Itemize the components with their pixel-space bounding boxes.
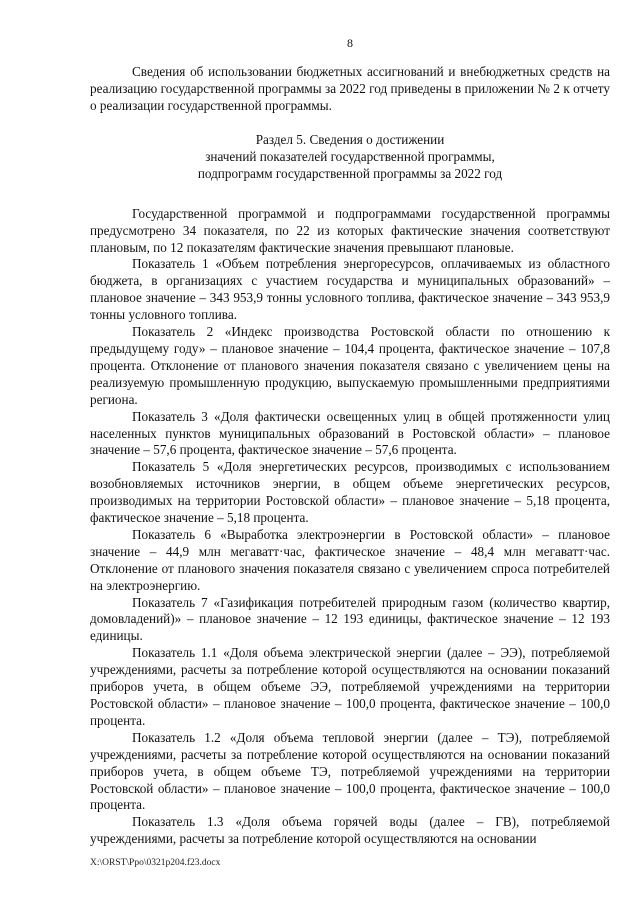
body-paragraph-indicator-7: Показатель 7 «Газификация потребителей природным газом (количество квартир, домовладений)» – плановое значение – 12 193 единицы, фактическое значение – 12 193 единицы.	[90, 594, 610, 644]
body-paragraph-indicator-5: Показатель 5 «Доля энергетических ресурсов, производимых с использованием возобновляемых источников энергии, в общем объеме энергетических ресурсов, производимых на территории Ростовской области» – плановое значение – 5,18 процента, фактическое значение – 5,18 процента.	[90, 459, 610, 526]
body-paragraph-indicator-1: Показатель 1 «Объем потребления энергоресурсов, оплачиваемых из областного бюджета, в организациях с участием государства и муниципальных образований» – плановое значение – 343 953,9 тонны условного топлива, фактическое значение – 343 953,9 тонны условного топлива.	[90, 256, 610, 323]
intro-paragraph: Сведения об использовании бюджетных ассигнований и внебюджетных средств на реализацию государственной программы за 2022 год приведены в приложении № 2 к отчету о реализации государственной программы.	[90, 64, 610, 113]
body-paragraph-indicator-1-1: Показатель 1.1 «Доля объема электрической энергии (далее – ЭЭ), потребляемой учреждениями, расчеты за потребление которой осуществляются на основании показаний приборов учета, в общем объеме ЭЭ, потребляемой учреждениями на территории Ростовской области» – плановое значение – 100,0 процента, фактическое значение – 100,0 процента.	[90, 645, 610, 728]
document-page	[90, 36, 610, 848]
body-paragraph-indicator-1-2: Показатель 1.2 «Доля объема тепловой энергии (далее – ТЭ), потребляемой учреждениями, расчеты за потребление которой осуществляются на основании показаний приборов учета, в общем объеме ТЭ, потребляемой учреждениями на территории Ростовской области» – плановое значение – 100,0 процента, фактическое значение – 100,0 процента.	[90, 729, 610, 813]
body-paragraph-indicator-6: Показатель 6 «Выработка электроэнергии в Ростовской области» – плановое значение – 44,9 млн мегаватт·час, фактическое значение – 48,4 млн мегаватт·час. Отклонение от планового значения показателя связано с увеличением спроса потребителей на электроэнергию.	[90, 526, 610, 593]
section-heading-line-1: Раздел 5. Сведения о достижении	[255, 131, 445, 147]
document-file-path: X:\ORST\Ppo\0321p204.f23.docx	[90, 858, 221, 868]
body-paragraph-indicator-1-3: Показатель 1.3 «Доля объема горячей воды (далее – ГВ), потребляемой учреждениями, расчеты за потребление которой осуществляются на основании	[90, 814, 610, 847]
body-paragraph-indicator-3: Показатель 3 «Доля фактически освещенных улиц в общей протяженности улиц населенных пунктов муниципальных образований в Ростовской области» – плановое значение – 57,6 процента, фактическое значение – 57,6 процента.	[90, 408, 610, 458]
page-number: 8	[347, 36, 353, 50]
body-paragraph-indicator-2: Показатель 2 «Индекс производства Ростовской области по отношению к предыдущему году» – плановое значение – 104,4 процента, фактическое значение – 107,8 процента. Отклонение от планового значения показателя связано с увеличением цены на реализуемую промышленную продукцию, выпускаемую промышленными предприятиями региона.	[90, 324, 610, 407]
section-heading-line-3: подпрограмм государственной программы за 2022 год	[197, 165, 503, 181]
section-heading-line-2: значений показателей государственной программы,	[205, 148, 495, 164]
section-heading	[90, 131, 610, 182]
body-paragraph-summary: Государственной программой и подпрограммами государственной программы предусмотрено 34 показателя, по 22 из которых фактические значения соответствуют плановым, по 12 показателям фактические значения превышают плановые.	[90, 205, 610, 255]
